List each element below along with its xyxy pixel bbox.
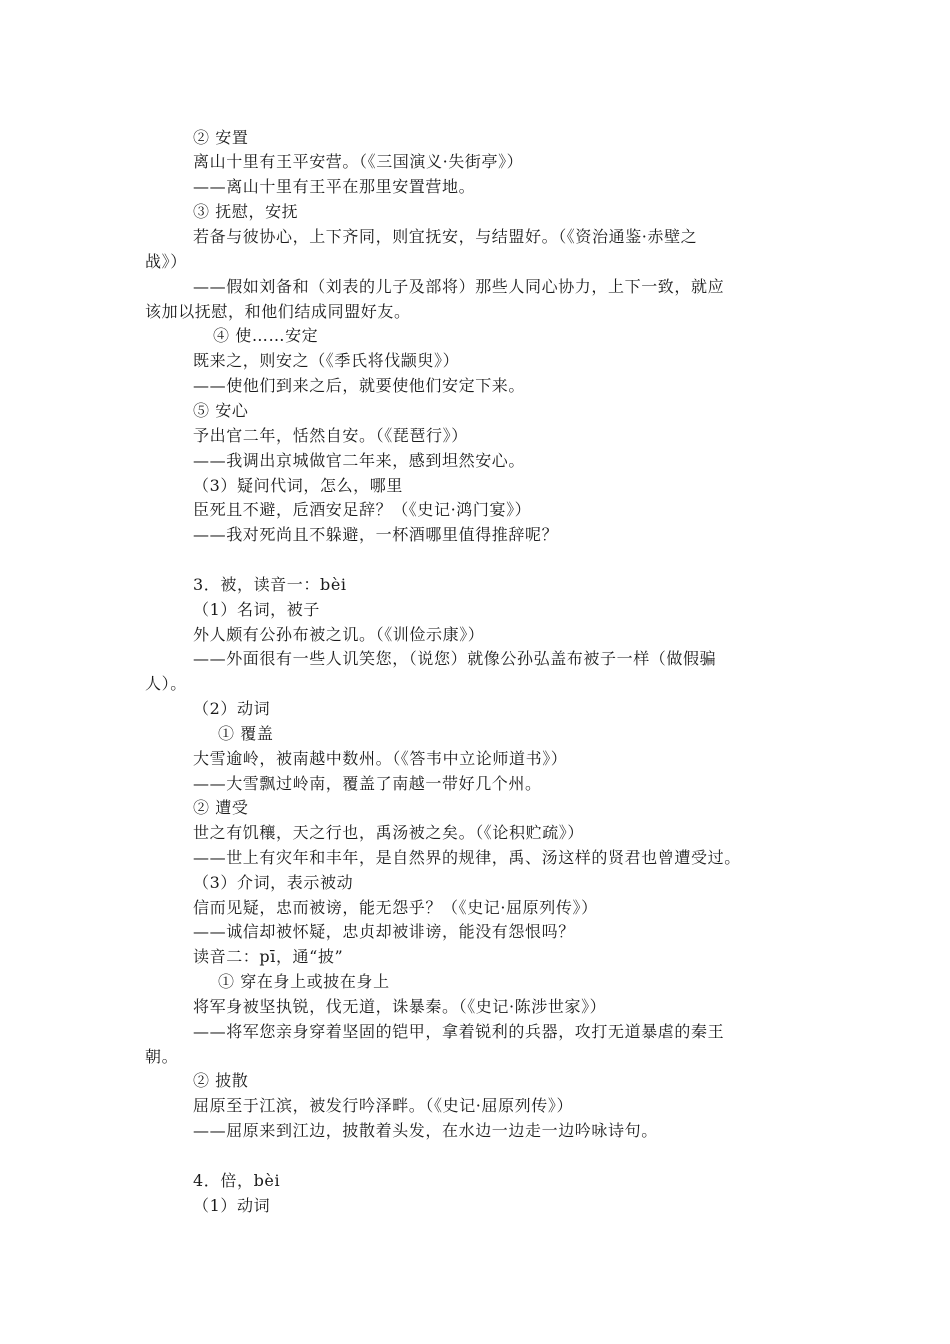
text-line: ② 披散 xyxy=(193,1071,249,1090)
text-line: ——外面很有一些人讥笑您，（说您）就像公孙弘盖布被子一样（做假骗 xyxy=(193,649,717,668)
text-line: ——诚信却被怀疑，忠贞却被诽谤，能没有怨恨吗？ xyxy=(193,922,575,941)
text-line: ② 安置 xyxy=(193,128,249,147)
text-line: 屈原至于江滨，被发行吟泽畔。（《史记·屈原列传》） xyxy=(193,1096,574,1115)
text-line: ——世上有灾年和丰年，是自然界的规律，禹、汤这样的贤君也曾遭受过。 xyxy=(193,848,741,867)
text-line: （2）动词 xyxy=(193,699,271,718)
text-line: 世之有饥穰，天之行也，禹汤被之矣。（《论积贮疏》） xyxy=(193,823,585,842)
text-line: ——将军您亲身穿着坚固的铠甲，拿着锐利的兵器，攻打无道暴虐的秦王 xyxy=(193,1022,725,1041)
text-line: ③ 抚慰，安抚 xyxy=(193,202,299,221)
text-line: ——使他们到来之后，就要使他们安定下来。 xyxy=(193,376,526,395)
text-line: 该加以抚慰，和他们结成同盟好友。 xyxy=(145,302,411,321)
section-heading: 4．倍，bèi xyxy=(193,1171,281,1190)
text-line: 若备与彼协心，上下齐同，则宜抚安，与结盟好。（《资治通鉴·赤壁之 xyxy=(193,227,698,246)
text-line: 战》） xyxy=(145,252,187,271)
text-line: ⑤ 安心 xyxy=(193,401,249,420)
text-line: 外人颇有公孙布被之讥。（《训俭示康》） xyxy=(193,625,485,644)
text-line: ——离山十里有王平在那里安置营地。 xyxy=(193,177,476,196)
text-line: （1）名词，被子 xyxy=(193,600,320,619)
section-heading: 3．被，读音一：bèi xyxy=(193,575,347,594)
text-line: ① 覆盖 xyxy=(218,724,274,743)
text-line: 朝。 xyxy=(145,1047,179,1066)
text-line: ② 遭受 xyxy=(193,798,249,817)
text-line: （3）介词，表示被动 xyxy=(193,873,354,892)
text-line: （3）疑问代词，怎么，哪里 xyxy=(193,476,403,495)
text-line: （1）动词 xyxy=(193,1196,271,1215)
text-line: ——假如刘备和（刘表的儿子及部将）那些人同心协力，上下一致，就应 xyxy=(193,277,725,296)
text-line: ——我对死尚且不躲避，一杯酒哪里值得推辞呢？ xyxy=(193,525,559,544)
text-line: 信而见疑，忠而被谤，能无怨乎？（《史记·屈原列传》） xyxy=(193,898,598,917)
text-line: 离山十里有王平安营。（《三国演义·失街亭》） xyxy=(193,152,524,171)
text-line: 臣死且不避，卮酒安足辞？（《史记·鸿门宴》） xyxy=(193,500,532,519)
text-line: 大雪逾岭，被南越中数州。（《答韦中立论师道书》） xyxy=(193,749,568,768)
text-line: ④ 使……安定 xyxy=(213,326,319,345)
text-line: 人）。 xyxy=(145,674,187,693)
text-line: 予出官二年，恬然自安。（《琵琶行》） xyxy=(193,426,468,445)
text-line: ——我调出京城做官二年来，感到坦然安心。 xyxy=(193,451,526,470)
text-line: 读音二：pī，通“披” xyxy=(193,947,344,966)
text-line: 既来之，则安之（《季氏将伐颛臾》） xyxy=(193,351,460,370)
text-line: ① 穿在身上或披在身上 xyxy=(218,972,390,991)
text-line: 将军身被坚执锐，伐无道，诛暴秦。（《史记·陈涉世家》） xyxy=(193,997,607,1016)
text-line: ——屈原来到江边，披散着头发，在水边一边走一边吟咏诗句。 xyxy=(193,1121,658,1140)
text-line: ——大雪飘过岭南，覆盖了南越一带好几个州。 xyxy=(193,774,542,793)
